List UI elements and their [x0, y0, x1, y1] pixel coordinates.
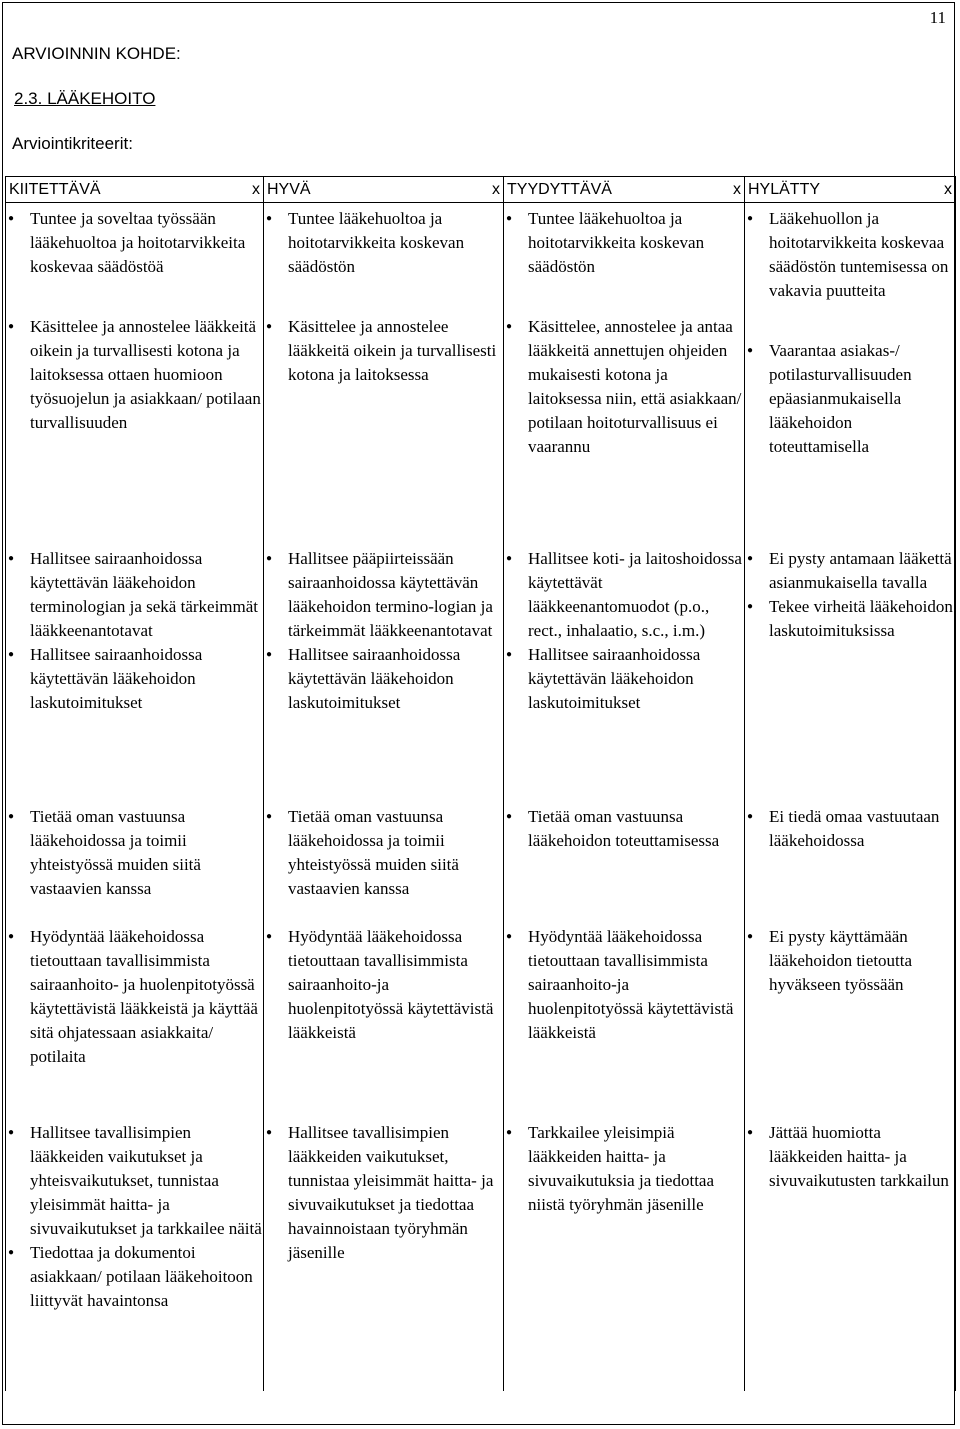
column-label: HYVÄ [267, 180, 311, 198]
criterion-item: ● Hallitsee tavallisimpien lääkkeiden vaikutukset, tunnistaa yleisimmät haitta- ja sivuvaikutukset ja tiedottaa havainnoistaan työryhmän jäsenille [288, 1121, 503, 1265]
criterion-item: ● Hallitsee pääpiirteissään sairaanhoidossa käytettävän lääkehoidon termino-logian ja tärkeimmät lääkkeenantotavat [288, 547, 503, 643]
column-label: KIITETTÄVÄ [9, 180, 101, 198]
criterion-item: ● Tietää oman vastuunsa lääkehoidossa ja toimii yhteistyössä muiden siitä vastaavien kanssa [288, 805, 503, 901]
criteria-list [264, 805, 503, 901]
column-header-hyva [264, 177, 504, 203]
criteria-cell [6, 805, 264, 925]
column-label: HYLÄTTY [748, 180, 821, 198]
criterion-item: ● Tiedottaa ja dokumentoi asiakkaan/ potilaan lääkehoitoon liittyvät havaintonsa [30, 1241, 263, 1313]
criteria-row [6, 1121, 956, 1391]
criteria-cell [264, 925, 504, 1121]
column-mark: x [944, 180, 952, 198]
criterion-item: ● Tuntee ja soveltaa työssään lääkehuoltoa ja hoitotarvikkeita koskevaa säädöstöä [30, 207, 263, 279]
criteria-list [745, 547, 955, 643]
column-header-tyydyttava [504, 177, 745, 203]
criteria-list [264, 1121, 503, 1265]
criterion-item: ● Hallitsee sairaanhoidossa käytettävän lääkehoidon laskutoimitukset [528, 643, 744, 715]
column-mark: x [252, 180, 260, 198]
criteria-list [504, 207, 744, 459]
criterion-item: ● Jättää huomiotta lääkkeiden haitta- ja sivuvaikutusten tarkkailun [769, 1121, 955, 1193]
criterion-item: ● Käsittelee ja annostelee lääkkeitä oikein ja turvallisesti kotona ja laitoksessa [288, 315, 503, 387]
criterion-item: ● Hyödyntää lääkehoidossa tietouttaan tavallisimmista sairaanhoito- ja huolenpitotyössä käytettävistä lääkkeistä ja käyttää sitä ohjatessaan asiakkaita/ potilaita [30, 925, 263, 1069]
criterion-item: ● Hallitsee sairaanhoidossa käytettävän lääkehoidon laskutoimitukset [30, 643, 263, 715]
criterion-item: ● Hyödyntää lääkehoidossa tietouttaan tavallisimmista sairaanhoito-ja huolenpitotyössä käytettävistä lääkkeistä [288, 925, 503, 1045]
criteria-row [6, 543, 956, 805]
column-header-kiitettava [6, 177, 264, 203]
criteria-row [6, 925, 956, 1121]
criterion-item: ● Hallitsee sairaanhoidossa käytettävän lääkehoidon laskutoimitukset [288, 643, 503, 715]
criterion-item: ● Hyödyntää lääkehoidossa tietouttaan tavallisimmista sairaanhoito-ja huolenpitotyössä käytettävistä lääkkeistä [528, 925, 744, 1045]
criteria-list [264, 925, 503, 1045]
criteria-list [745, 207, 955, 459]
criterion-item: ● Käsittelee ja annostelee lääkkeitä oikein ja turvallisesti kotona ja laitoksessa ottaen huomioon työsuojelun ja asiakkaan/ potilaan turvallisuuden [30, 315, 263, 435]
criteria-cell [504, 1121, 745, 1391]
criteria-cell [264, 1121, 504, 1391]
criterion-item: ● Käsittelee, annostelee ja antaa lääkkeitä annettujen ohjeiden mukaisesti kotona ja laitoksessa niin, että asiakkaan/ potilaan hoitoturvallisuus ei vaarannu [528, 315, 744, 459]
criteria-list [6, 925, 263, 1069]
criteria-cell [264, 203, 504, 543]
criteria-cell [6, 925, 264, 1121]
section-heading: 2.3. LÄÄKEHOITO [14, 89, 156, 108]
criterion-item: ● Ei tiedä omaa vastuutaan lääkehoidossa [769, 805, 955, 853]
criterion-item: ● Tietää oman vastuunsa lääkehoidossa ja toimii yhteistyössä muiden siitä vastaavien kanssa [30, 805, 263, 901]
criteria-list [745, 805, 955, 853]
criterion-item: ● Hallitsee koti- ja laitoshoidossa käytettävät lääkkeenantomuodot (p.o., rect., inhalaatio, s.c., i.m.) [528, 547, 744, 643]
criterion-item: ● Vaarantaa asiakas-/ potilasturvallisuuden epäasianmukaisella lääkehoidon toteuttamisella [769, 339, 955, 459]
criteria-list [745, 1121, 955, 1193]
criteria-cell [6, 543, 264, 805]
criteria-list [6, 805, 263, 901]
criteria-cell [6, 1121, 264, 1391]
criteria-list [745, 925, 955, 997]
criterion-item: ● Tarkkailee yleisimpiä lääkkeiden haitta- ja sivuvaikutuksia ja tiedottaa niistä työryhmän jäsenille [528, 1121, 744, 1217]
criterion-item: ● Tuntee lääkehuoltoa ja hoitotarvikkeita koskevan säädöstön [288, 207, 503, 279]
criteria-cell [504, 925, 745, 1121]
criteria-table [5, 176, 956, 1391]
criteria-list [264, 547, 503, 715]
criteria-list [504, 547, 744, 715]
column-mark: x [733, 180, 741, 198]
criterion-item: ● Tuntee lääkehuoltoa ja hoitotarvikkeita koskevan säädöstön [528, 207, 744, 279]
criteria-cell [745, 1121, 956, 1391]
criterion-item: ● Tekee virheitä lääkehoidon laskutoimituksissa [769, 595, 955, 643]
criteria-list [264, 207, 503, 387]
criteria-cell [6, 203, 264, 543]
criteria-list [504, 805, 744, 853]
criteria-list [6, 1121, 263, 1313]
criteria-cell [745, 203, 956, 543]
criteria-cell [504, 805, 745, 925]
page-number: 11 [929, 8, 946, 27]
criteria-cell [264, 805, 504, 925]
criteria-heading: Arviointikriteerit: [12, 134, 133, 153]
criteria-cell [504, 203, 745, 543]
criteria-list [6, 547, 263, 715]
column-mark: x [492, 180, 500, 198]
criterion-item: ● Ei pysty antamaan lääkettä asianmukaisella tavalla [769, 547, 955, 595]
criterion-item: ● Tietää oman vastuunsa lääkehoidon toteuttamisessa [528, 805, 744, 853]
criteria-cell [745, 543, 956, 805]
criteria-body [6, 203, 956, 1391]
column-label: TYYDYTTÄVÄ [507, 180, 612, 198]
criterion-item: ● Ei pysty käyttämään lääkehoidon tietoutta hyväkseen työssään [769, 925, 955, 997]
criteria-cell [504, 543, 745, 805]
assessment-heading: ARVIOINNIN KOHDE: [12, 44, 181, 63]
criteria-list [504, 925, 744, 1045]
criteria-row [6, 805, 956, 925]
criteria-cell [745, 805, 956, 925]
criteria-cell [264, 543, 504, 805]
criterion-item: ● Hallitsee tavallisimpien lääkkeiden vaikutukset ja yhteisvaikutukset, tunnistaa yleisimmät haitta- ja sivuvaikutukset ja tarkkailee näitä [30, 1121, 263, 1241]
criterion-item: ● Hallitsee sairaanhoidossa käytettävän lääkehoidon terminologian ja sekä tärkeimmät lääkkeenantotavat [30, 547, 263, 643]
criteria-row [6, 203, 956, 543]
criterion-item: ● Lääkehuollon ja hoitotarvikkeita koskevaa säädöstön tuntemisessa on vakavia puutteita [769, 207, 955, 303]
criteria-list [6, 207, 263, 435]
criteria-list [504, 1121, 744, 1217]
header-row [6, 177, 956, 203]
criteria-cell [745, 925, 956, 1121]
column-header-hylatty [745, 177, 956, 203]
